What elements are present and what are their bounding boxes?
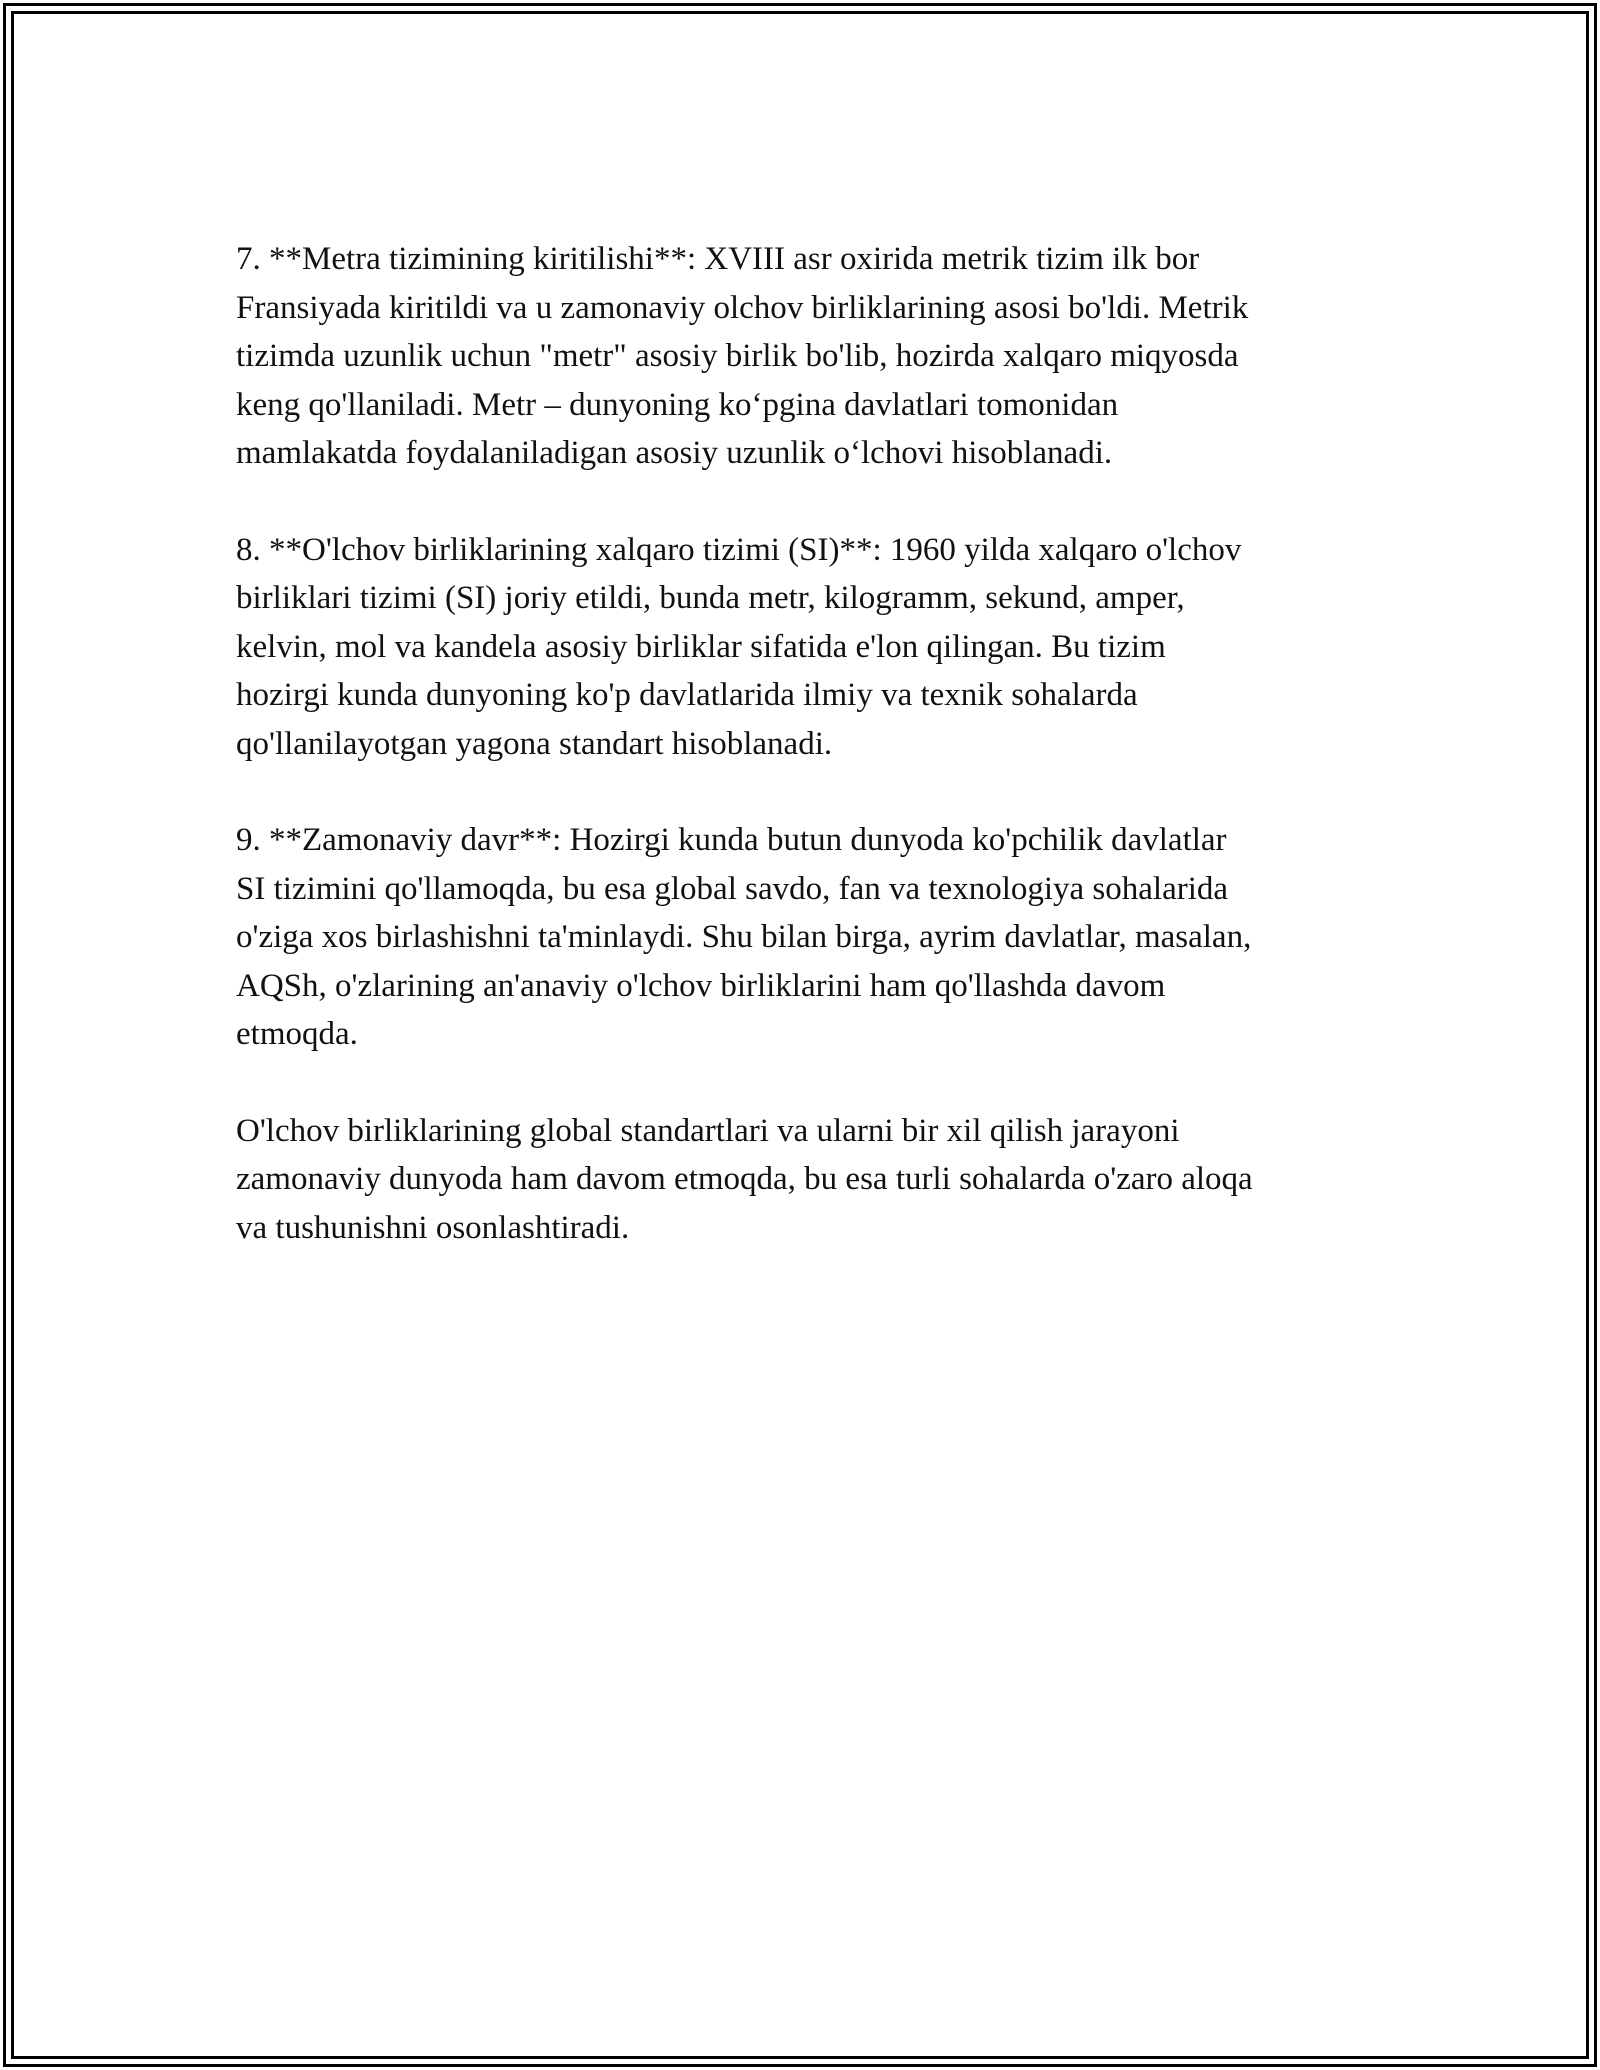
paragraph-item-9: 9. **Zamonaviy davr**: Hozirgi kunda butun dunyoda ko'pchilik davlatlar SI tizimini qo'llamoqda, bu esa global savdo, fan va texnologiya sohalarida o'ziga xos birlashishni ta'minlaydi. Shu bilan birga, ayrim davlatlar, masalan, AQSh, o'zlarining an'anaviy o'lchov birliklarini ham qo'llashda davom etmoqda. xyxy=(236,822,1252,1052)
paragraph-conclusion: O'lchov birliklarining global standartlari va ularni bir xil qilish jarayoni zamonaviy dunyoda ham davom etmoqda, bu esa turli sohalarda o'zaro aloqa va tushunishni osonlashtiradi. xyxy=(236,1112,1253,1246)
paragraph-item-8: 8. **O'lchov birliklarining xalqaro tizimi (SI)**: 1960 yilda xalqaro o'lchov birliklari tizimi (SI) joriy etildi, bunda metr, kilogramm, sekund, amper, kelvin, mol va kandela asosiy birliklar sifatida e'lon qilingan. Bu tizim hozirgi kunda dunyoning ko'p davlatlarida ilmiy va texnik sohalarda qo'llanilayotgan yagona standart hisoblanadi. xyxy=(236,531,1242,762)
document-body xyxy=(236,235,1396,1300)
paragraph-item-7: 7. **Metra tizimining kiritilishi**: XVIII asr oxirida metrik tizim ilk bor Fransiyada kiritildi va u zamonaviy olchov birliklarining asosi bo'ldi. Metrik tizimda uzunlik uchun "metr" asosiy birlik bo'lib, hozirda xalqaro miqyosda keng qo'llaniladi. Metr – dunyoning ko‘pgina davlatlari tomonidan mamlakatda foydalaniladigan asosiy uzunlik o‘lchovi hisoblanadi. xyxy=(236,241,1249,471)
